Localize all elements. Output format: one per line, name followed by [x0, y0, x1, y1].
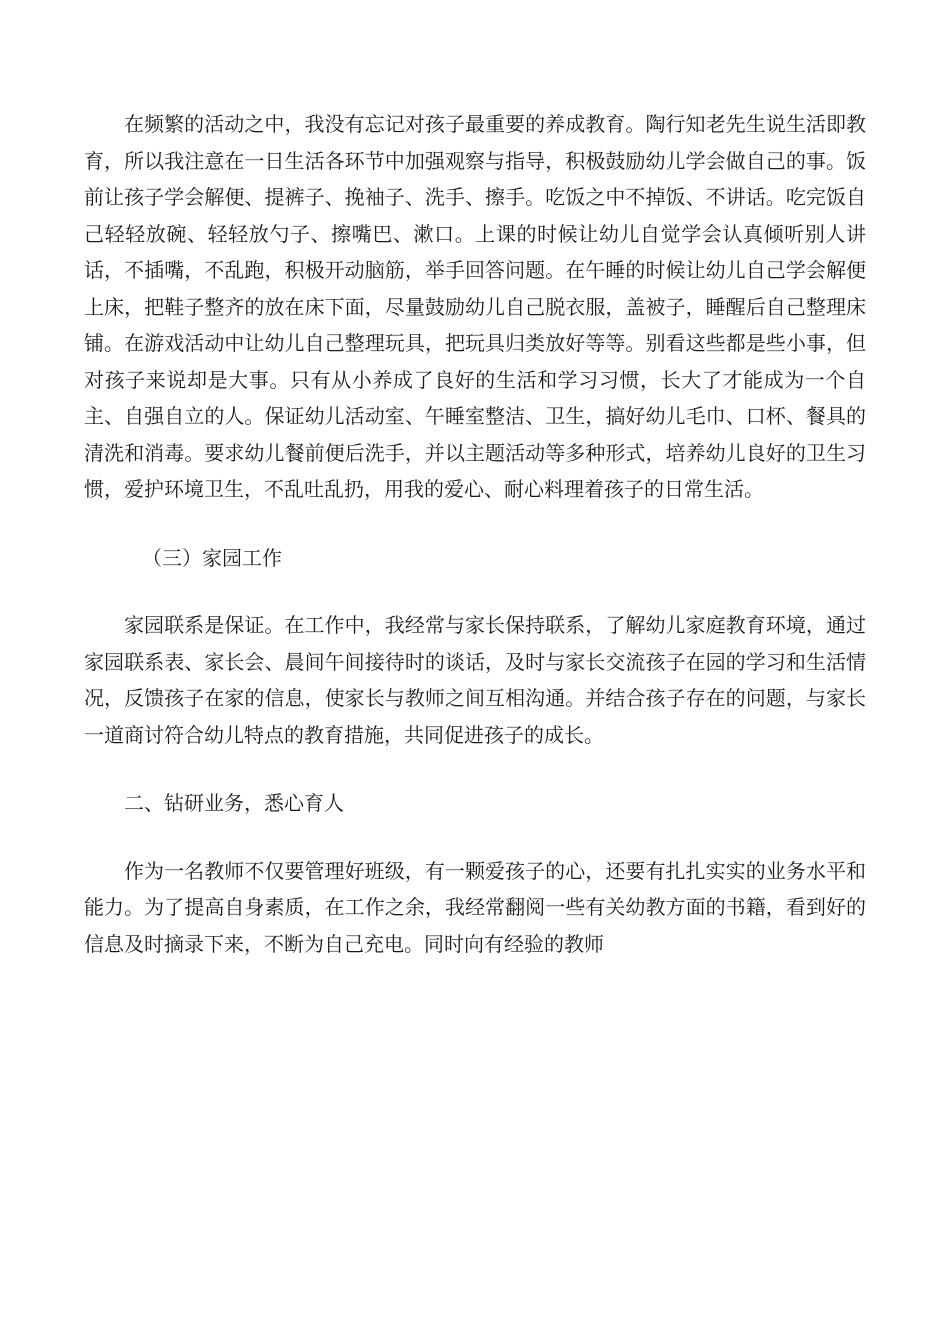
paragraph-habit-education: 在频繁的活动之中，我没有忘记对孩子最重要的养成教育。陶行知老先生说生活即教育，所以我注意在一日生活各环节中加强观察与指导，积极鼓励幼儿学会做自己的事。饭前让孩子学会解便、提裤子、挽袖子、洗手、擦手。吃饭之中不掉饭、不讲话。吃完饭自己轻轻放碗、轻轻放勺子、擦嘴巴、漱口。上课的时候让幼儿自觉学会认真倾听别人讲话，不插嘴，不乱跑，积极开动脑筋，举手回答问题。在午睡的时候让幼儿自己学会解便上床，把鞋子整齐的放在床下面，尽量鼓励幼儿自己脱衣服，盖被子，睡醒后自己整理床铺。在游戏活动中让幼儿自己整理玩具，把玩具归类放好等等。别看这些都是些小事，但对孩子来说却是大事。只有从小养成了良好的生活和学习习惯，长大了才能成为一个自主、自强自立的人。保证幼儿活动室、午睡室整洁、卫生，搞好幼儿毛巾、口杯、餐具的清洗和消毒。要求幼儿餐前便后洗手，并以主题活动等多种形式，培养幼儿良好的卫生习惯，爱护环境卫生，不乱吐乱扔，用我的爱心、耐心料理着孩子的日常生活。 [84, 112, 866, 501]
paragraph-professional: 作为一名教师不仅要管理好班级，有一颗爱孩子的心，还要有扎扎实实的业务水平和能力。为了提高自身素质，在工作之余，我经常翻阅一些有关幼教方面的书籍，看到好的信息及时摘录下来，不断为自己充电。同时向有经验的教师 [84, 858, 866, 956]
paragraph-home-school: 家园联系是保证。在工作中，我经常与家长保持联系，了解幼儿家庭教育环境，通过家园联系表、家长会、晨间午间接待时的谈话，及时与家长交流孩子在园的学习和生活情况，反馈孩子在家的信息，使家长与教师之间互相沟通。并结合孩子存在的问题，与家长一道商讨符合幼儿特点的教育措施，共同促进孩子的成长。 [84, 613, 866, 747]
section-heading-home-school: （三）家园工作 [142, 545, 282, 570]
document-page [84, 106, 866, 962]
section-heading-professional: 二、钻研业务，悉心育人 [124, 791, 344, 815]
